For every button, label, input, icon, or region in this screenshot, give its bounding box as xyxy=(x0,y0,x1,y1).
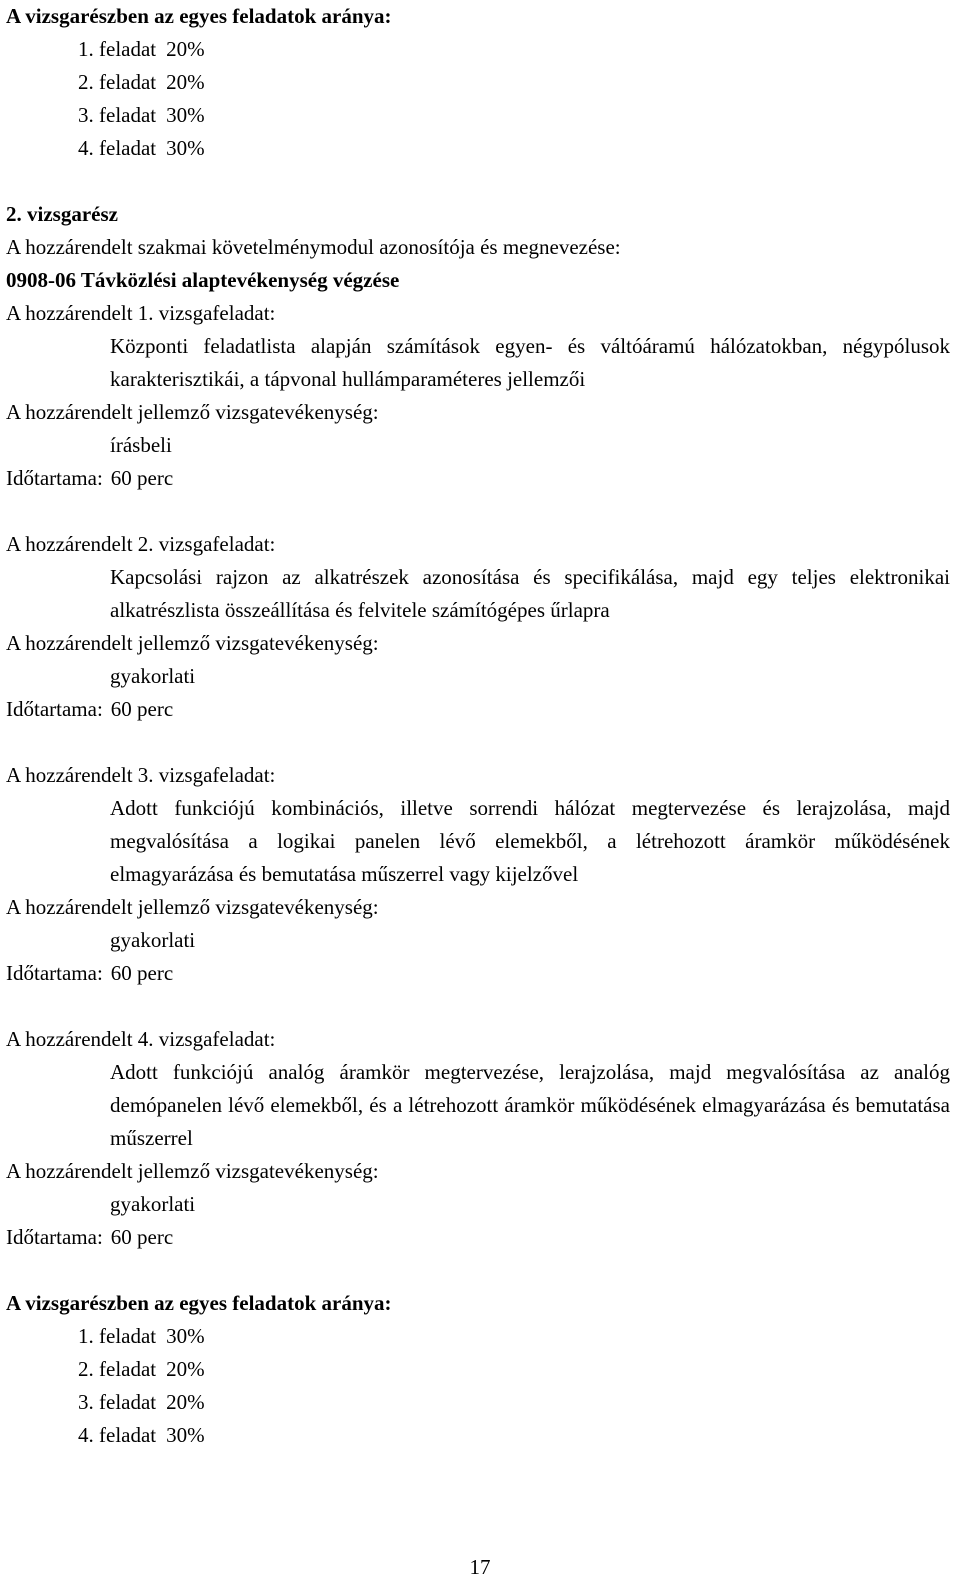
ratio-percent: 20% xyxy=(166,37,205,61)
activity-label: A hozzárendelt jellemző vizsgatevékenység: xyxy=(6,1159,379,1183)
ratio-percent: 30% xyxy=(166,103,205,127)
ratio-item xyxy=(6,132,950,165)
exam-task xyxy=(6,297,950,495)
ratio-item xyxy=(6,1353,950,1386)
ratio-label: 1. feladat xyxy=(78,1324,157,1348)
spacer xyxy=(6,165,950,198)
spacer xyxy=(6,726,950,759)
ratio-label: 4. feladat xyxy=(78,136,157,160)
section-title: 2. vizsgarész xyxy=(6,202,118,226)
task-title: A hozzárendelt 3. vizsgafeladat: xyxy=(6,763,276,787)
spacer xyxy=(6,990,950,1023)
duration-value: 60 perc xyxy=(110,961,174,985)
duration-label: Időtartama: xyxy=(6,466,103,490)
task-description: Adott funkciójú kombinációs, illetve sorrendi hálózat megtervezése és lerajzolása, majd megvalósítása a logikai panelen lévő elemekből, a létrehozott áramkör működésének elmagyarázása és bemutatása műszerrel vagy kijelzővel xyxy=(110,796,950,886)
duration-label: Időtartama: xyxy=(6,697,103,721)
duration-value: 60 perc xyxy=(110,697,174,721)
ratio-item xyxy=(6,66,950,99)
ratio-heading: A vizsgarészben az egyes feladatok aránya: xyxy=(6,1291,392,1315)
ratio-list xyxy=(6,33,950,165)
ratio-label: 3. feladat xyxy=(78,1390,157,1414)
duration-value: 60 perc xyxy=(110,1225,174,1249)
duration-value: 60 perc xyxy=(110,466,174,490)
ratio-item xyxy=(6,1320,950,1353)
module-intro: A hozzárendelt szakmai követelménymodul azonosítója és megnevezése: xyxy=(6,235,621,259)
ratio-percent: 30% xyxy=(166,1423,205,1447)
duration-label: Időtartama: xyxy=(6,961,103,985)
duration-row xyxy=(6,693,950,726)
exam-task xyxy=(6,1023,950,1254)
ratio-percent: 30% xyxy=(166,1324,205,1348)
module-name: 0908-06 Távközlési alaptevékenység végzése xyxy=(6,268,400,292)
document-page xyxy=(6,0,950,1452)
exam-task xyxy=(6,759,950,990)
task-description: Központi feladatlista alapján számítások egyen- és váltóáramú hálózatokban, négypólusok karakterisztikái, a tápvonal hullámparaméteres jellemzői xyxy=(110,334,950,391)
spacer xyxy=(6,1254,950,1287)
page-number: 17 xyxy=(469,1555,491,1579)
ratio-item xyxy=(6,1386,950,1419)
spacer xyxy=(6,495,950,528)
ratio-percent: 20% xyxy=(166,70,205,94)
task-title: A hozzárendelt 4. vizsgafeladat: xyxy=(6,1027,276,1051)
ratio-label: 3. feladat xyxy=(78,103,157,127)
exam-task xyxy=(6,528,950,726)
ratio-list xyxy=(6,1320,950,1452)
duration-label: Időtartama: xyxy=(6,1225,103,1249)
ratio-percent: 30% xyxy=(166,136,205,160)
ratio-label: 1. feladat xyxy=(78,37,157,61)
activity-label: A hozzárendelt jellemző vizsgatevékenység: xyxy=(6,631,379,655)
ratio-label: 2. feladat xyxy=(78,70,157,94)
activity-label: A hozzárendelt jellemző vizsgatevékenység: xyxy=(6,400,379,424)
task-title: A hozzárendelt 1. vizsgafeladat: xyxy=(6,301,276,325)
ratio-item xyxy=(6,33,950,66)
activity-label: A hozzárendelt jellemző vizsgatevékenység: xyxy=(6,895,379,919)
task-title: A hozzárendelt 2. vizsgafeladat: xyxy=(6,532,276,556)
task-description: Kapcsolási rajzon az alkatrészek azonosítása és specifikálása, majd egy teljes elektronikai alkatrészlista összeállítása és felvitele számítógépes űrlapra xyxy=(110,565,950,622)
task-description: Adott funkciójú analóg áramkör megtervezése, lerajzolása, majd megvalósítása az analóg demópanelen lévő elemekből, és a létrehozott áramkör működésének elmagyarázása és bemutatása műszerrel xyxy=(110,1060,950,1150)
activity-value: gyakorlati xyxy=(110,664,196,688)
activity-value: gyakorlati xyxy=(110,928,196,952)
ratio-label: 4. feladat xyxy=(78,1423,157,1447)
ratio-percent: 20% xyxy=(166,1390,205,1414)
ratio-percent: 20% xyxy=(166,1357,205,1381)
activity-value: gyakorlati xyxy=(110,1192,196,1216)
ratio-heading: A vizsgarészben az egyes feladatok aránya: xyxy=(6,4,392,28)
duration-row xyxy=(6,957,950,990)
activity-value: írásbeli xyxy=(110,433,172,457)
duration-row xyxy=(6,462,950,495)
ratio-label: 2. feladat xyxy=(78,1357,157,1381)
duration-row xyxy=(6,1221,950,1254)
ratio-item xyxy=(6,1419,950,1452)
ratio-item xyxy=(6,99,950,132)
